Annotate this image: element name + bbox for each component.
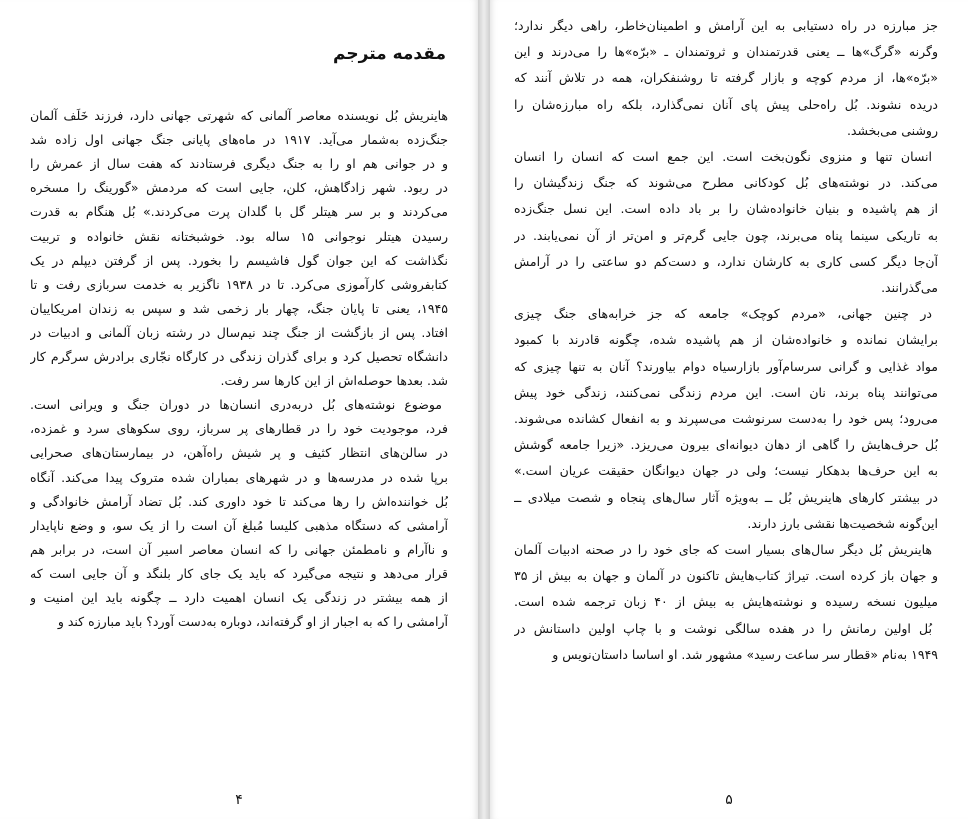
- text-line: مواد غذایی و گرانی سرسام‌آور بازارسیاه دوام بیاورند؟ آنان به تنها چیزی که: [514, 358, 938, 374]
- text-line: می‌رود؛ پس خود را به‌دست سرنوشت می‌سپرند و به انفعال کشانده می‌شوند.: [514, 411, 938, 426]
- text-line: افتاد. پس از بازگشت از جنگ چند نیم‌سال در رشته زبان آلمانی و ادبیات در: [30, 324, 448, 340]
- text-line: بُل حرف‌هایش را گاهی از دهان دیوانه‌ای بیرون می‌ریزد. «زیرا جامعه گوشش: [514, 437, 938, 453]
- text-line: در بیشتر کارهای هاینریش بُل ــ به‌ویژه آثار سال‌های پنجاه و شصت میلادی ــ: [514, 489, 938, 505]
- text-line: در سالن‌های انتظار کثیف و پر شیش راه‌آهن، در بیمارستان‌های صحرایی: [30, 445, 448, 461]
- text-line: و ناآرام و نامطمئن جهانی را که انسان معاصر اسیر آن است، در برابر هم: [30, 541, 448, 557]
- text-line: انسان تنها و منزوی نگون‌بخت است. این جمع است که انسان را انسان: [514, 149, 932, 164]
- text-line: از همه بیشتر در زندگی یک انسان اهمیت دارد ــ چگونه باید این امنیت و: [30, 590, 448, 605]
- text-line: روشنی می‌بخشد.: [846, 122, 938, 138]
- text-line: دانشگاه تحصیل کرد و برای گذران زندگی در کارگاه نجّاری برادرش سرگرم کار: [30, 349, 448, 364]
- text-line: شد. بعدها حوصله‌اش از این کارها سر رفت.: [220, 373, 448, 389]
- text-line: در ربود. شهر زادگاهش، کلن، جایی است که مردمش «گورینگ را مسخره: [30, 180, 448, 196]
- text-line: کتابفروشی کارآموزی می‌کرد. تا در ۱۹۳۸ ناگزیر به خدمت سربازی رفت و تا: [30, 276, 448, 292]
- page-number-right: ۵: [725, 792, 733, 808]
- text-line: آن‌جا دیگر کسی کاری به کارشان ندارد، و دست‌کم دو ساعتی را در آرامش: [514, 253, 938, 269]
- chapter-title: مقدمه مترجم: [333, 44, 446, 64]
- text-line: این‌گونه شخصیت‌ها نقشی بارز دارند.: [747, 515, 938, 531]
- text-line: میلیون نسخه رسیده و نوشته‌هایش به بیش از ۴۰ زبان ترجمه شده است.: [514, 594, 938, 610]
- text-line: هاینریش بُل نویسنده معاصر آلمانی که شهرتی جهانی دارد، فرزند خَلَف آلمان: [30, 108, 448, 123]
- text-line: رسیدن هیتلر نوجوانی ۱۵ ساله بود. خوشبختانه نقش خانواده و تربیت: [30, 228, 448, 244]
- text-line: فرد، موجودیت خود را در قطارهای پر سرباز، روی سکوهای سرد و غمزده،: [30, 421, 448, 437]
- page-number-left: ۴: [235, 792, 243, 808]
- text-line: وگرنه «گرگ»ها ــ یعنی قدرتمندان و ثروتمندان ـ «برّه»ها را می‌درند و این: [514, 44, 938, 60]
- text-line: و در جوانی هم او را به جنگ دیگری فرستادند که هفت سال از عمرش را: [30, 156, 448, 172]
- text-line: «برّه»ها، از مردم کوچه و بازار گرفته تا روشنفکران، همه در تلاش آنند که: [514, 70, 938, 86]
- text-line: در چنین جهانی، «مردم کوچک» جامعه که جز خرابه‌های جنگ چیزی: [514, 306, 932, 322]
- text-line: هاینریش بُل دیگر سال‌های بسیار است که جای خود را در صحنه ادبیات آلمان: [514, 542, 932, 557]
- text-line: ۱۹۴۹ به‌نام «قطار سر ساعت رسید» مشهور شد. او اساسا داستان‌نویس و: [552, 646, 938, 662]
- text-line: ۱۹۴۵، یعنی تا پایان جنگ، چهار بار زخمی شد و سپس به زندان امریکاییان: [30, 300, 448, 316]
- text-line: آرامشی را که به اجبار از او گرفته‌اند، دوباره به‌دست آورد؟ باید مبارزه کند و: [57, 614, 448, 630]
- text-line: برایشان نمانده و خانواده‌شان از هم پاشیده شده، چگونه قادرند با کمبود: [514, 332, 938, 348]
- text-line: می‌گذرانند.: [881, 280, 938, 295]
- text-line: دریده نشوند. بُل راه‌حلی پیش پای آنان نمی‌گذارد، بلکه راه مبارزه‌شان را: [514, 96, 938, 112]
- text-line: می‌کند. در نوشته‌های بُل کودکانی مطرح می‌شوند که جنگ زندگیشان را: [514, 175, 938, 191]
- text-line: می‌کردند و بر سر هیتلر گل با گلدان پرت می‌کردند.» بُل هنگام به قدرت: [30, 204, 448, 220]
- text-line: بُل خواننده‌اش را رها می‌کند تا خود داوری کند. بُل تضاد آرامش خانوادگی و: [30, 493, 448, 509]
- text-line: می‌توانند پناه برند، نان است. این مردم زندگی نمی‌کنند، زندگی خود پیش: [514, 384, 938, 400]
- text-line: و جهان باز کرده است. تیراژ کتاب‌هایش تاکنون در آلمان و جهان به بیش از ۳۵: [514, 568, 938, 584]
- text-line: بُل اولین رمانش را در هفده سالگی نوشت و با چاپ اولین داستانش در: [514, 620, 932, 636]
- text-line: موضوع نوشته‌های بُل دربه‌دری انسان‌ها در دوران جنگ و ویرانی است.: [30, 397, 442, 413]
- text-line: جنگ‌زده به‌شمار می‌آید. ۱۹۱۷ در ماه‌های پایانی جنگ جهانی اول زاده شد: [30, 132, 448, 148]
- book-gutter: [478, 0, 490, 819]
- text-line: نگذاشت که این جوان گول فاشیسم را بخورد. پس از گرفتن دیپلم در یک: [30, 252, 448, 268]
- text-line: قرار می‌دهد و نتیجه می‌گیرد که باید یک جای کار بلنگد و آن جایی است که: [30, 565, 448, 581]
- right-page: [490, 0, 968, 819]
- text-line: از هم پاشیده و بنیان خانواده‌شان را بر باد داده است. این نسل جنگ‌زده: [514, 201, 938, 217]
- text-line: جز مبارزه در راه دستیابی به این آرامش و اطمینان‌خاطر، راهی دیگر ندارد؛: [514, 18, 938, 33]
- text-line: آرامشی که دستگاه مذهبی کلیسا مُبلغ آن است را از یک سو، و وضع ناپایدار: [30, 517, 448, 533]
- left-page: [0, 0, 478, 819]
- text-line: برپا شده در مدرسه‌ها و در شهرهای بمباران شده متروک پیدا می‌کند. آنگاه: [30, 469, 448, 485]
- text-line: به تاریکی سینما پناه می‌برند، چون جایی گرم‌تر و امن‌تر از آن نمی‌یابند. در: [514, 227, 938, 243]
- text-line: به این حرف‌ها بدهکار نیست؛ ولی در جهان دیوانگان حقیقت عریان است.»: [514, 463, 938, 479]
